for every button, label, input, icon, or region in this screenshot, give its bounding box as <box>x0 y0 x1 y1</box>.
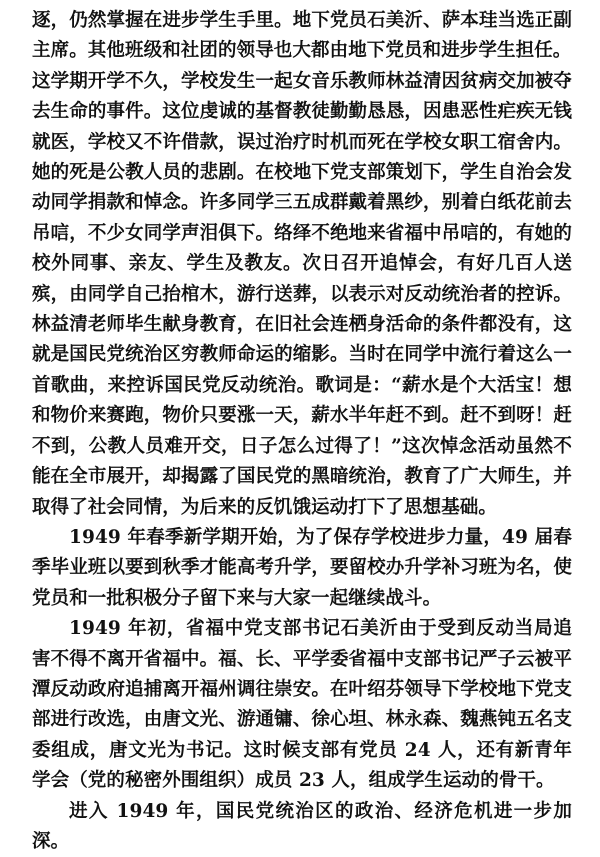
paragraph-5: 进入 1949 年，国民党统治区的政治、经济危机进一步加深。 <box>32 800 572 852</box>
paragraph-3: 1949 年春季新学期开始，为了保存学校进步力量，49 届春季毕业班以要到秋季才能高考升学，要留校办升学补习班为名，使党员和一批积极分子留下来与大家一起继续战斗。 <box>32 526 572 609</box>
paragraph-1: 逐，仍然掌握在进步学生手里。地下党员石美沂、萨本珪当选正副主席。其他班级和社团的领导也大都由地下党员和进步学生担任。 <box>32 10 572 62</box>
document-page <box>32 6 572 857</box>
paragraph-4: 1949 年初，省福中党支部书记石美沂由于受到反动当局追害不得不离开省福中。福、长、平学委省福中支部书记严子云被平潭反动政府追捕离开福州调往崇安。在叶绍芬领导下学校地下党支部进行改选，由唐文光、游通镛、徐心坦、林永森、魏燕钝五名支委组成，唐文光为书记。这时候支部有党员 24 人，还有新青年学会（党的秘密外围组织）成员 23 人，组成学生运动的骨干。 <box>32 618 572 792</box>
paragraph-2: 这学期开学不久，学校发生一起女音乐教师林益清因贫病交加被夺去生命的事件。这位虔诚的基督教徒勤勤恳恳，因患恶性疟疾无钱就医，学校又不许借款，误过治疗时机而死在学校女职工宿舍内。她的死是公教人员的悲剧。在校地下党支部策划下，学生自治会发动同学捐款和悼念。许多同学三五成群戴着黑纱，别着白纸花前去吊唁，不少女同学声泪俱下。络绎不绝地来省福中吊唁的，有她的校外同事、亲友、学生及教友。次日召开追悼会，有好几百人送殡，由同学自己抬棺木，游行送葬，以表示对反动统治者的控诉。林益清老师毕生献身教育，在旧社会连栖身活命的条件都没有，这就是国民党统治区穷教师命运的缩影。当时在同学中流行着这么一首歌曲，来控诉国民党反动统治。歌词是：“薪水是个大活宝！想和物价来赛跑，物价只要涨一天，薪水半年赶不到。赶不到呀！赶不到，公教人员难开交，日子怎么过得了！”这次悼念活动虽然不能在全市展开，却揭露了国民党的黑暗统治，教育了广大师生，并取得了社会同情，为后来的反饥饿运动打下了思想基础。 <box>32 70 572 518</box>
